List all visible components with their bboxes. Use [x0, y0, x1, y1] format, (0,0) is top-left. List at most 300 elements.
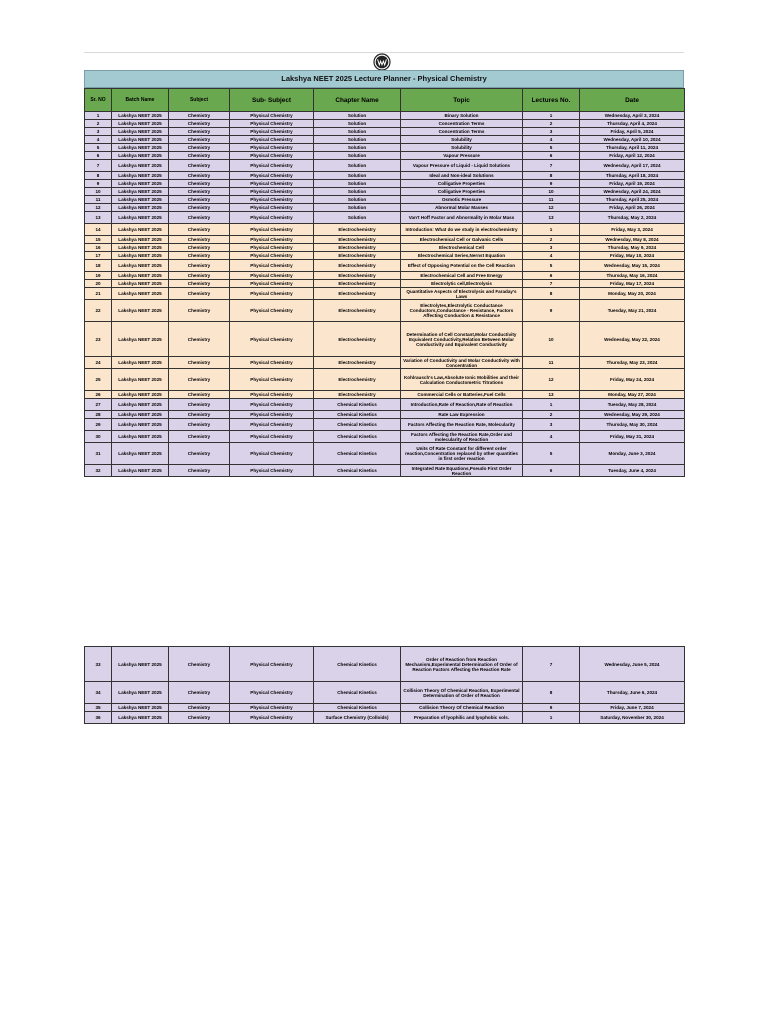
cell-date: Tuesday, June 4, 2024 [580, 465, 685, 477]
table-row [85, 244, 685, 252]
cell-topic: Integrated Rate Equations,Pseudo First Order Reaction [401, 465, 523, 477]
cell-sr-no: 16 [85, 244, 112, 252]
cell-date: Monday, May 20, 2024 [580, 288, 685, 300]
cell-lecture-no: 10 [523, 322, 580, 357]
cell-subject: Chemistry [169, 224, 230, 236]
cell-date: Friday, May 31, 2024 [580, 431, 685, 443]
cell-sr-no: 31 [85, 443, 112, 465]
cell-subject: Chemistry [169, 212, 230, 224]
cell-chapter-name: Chemical Kinetics [314, 682, 401, 704]
cell-sr-no: 36 [85, 712, 112, 724]
cell-date: Thursday, May 2, 2024 [580, 212, 685, 224]
cell-sub-subject: Physical Chemistry [230, 391, 314, 399]
cell-chapter-name: Solution [314, 204, 401, 212]
cell-date: Monday, June 3, 2024 [580, 443, 685, 465]
cell-subject: Chemistry [169, 188, 230, 196]
cell-topic: Concentration Terms [401, 120, 523, 128]
cell-topic: Van't Hoff Factor and Abnormality in Molar Mass [401, 212, 523, 224]
cell-subject: Chemistry [169, 144, 230, 152]
cell-date: Friday, April 5, 2024 [580, 128, 685, 136]
cell-sr-no: 21 [85, 288, 112, 300]
header-chapter-name: Chapter Name [314, 89, 401, 112]
cell-batch-name: Lakshya NEET 2025 [112, 357, 169, 369]
header-sub-subject: Sub- Subject [230, 89, 314, 112]
cell-topic: Commercial Cells or Batteries,Fuel Cells [401, 391, 523, 399]
cell-date: Wednesday, April 17, 2024 [580, 160, 685, 172]
cell-sub-subject: Physical Chemistry [230, 144, 314, 152]
table-row [85, 431, 685, 443]
cell-sr-no: 27 [85, 399, 112, 411]
header-lectures-no: Lectures No. [523, 89, 580, 112]
cell-topic: Variation of Conductivity and Molar Conductivity with Concentration [401, 357, 523, 369]
cell-topic: Electrochemical Cell or Galvanic Cells [401, 236, 523, 244]
cell-batch-name: Lakshya NEET 2025 [112, 128, 169, 136]
table-row [85, 252, 685, 260]
cell-subject: Chemistry [169, 369, 230, 391]
cell-lecture-no: 6 [523, 152, 580, 160]
cell-batch-name: Lakshya NEET 2025 [112, 647, 169, 682]
cell-lecture-no: 7 [523, 160, 580, 172]
cell-batch-name: Lakshya NEET 2025 [112, 260, 169, 272]
cell-sr-no: 24 [85, 357, 112, 369]
cell-sr-no: 4 [85, 136, 112, 144]
cell-chapter-name: Electrochemistry [314, 300, 401, 322]
cell-topic: Factors Affecting the Reaction Rate, Molecularity [401, 419, 523, 431]
cell-batch-name: Lakshya NEET 2025 [112, 212, 169, 224]
cell-chapter-name: Solution [314, 160, 401, 172]
cell-lecture-no: 5 [523, 144, 580, 152]
cell-chapter-name: Solution [314, 128, 401, 136]
cell-lecture-no: 7 [523, 647, 580, 682]
cell-sub-subject: Physical Chemistry [230, 300, 314, 322]
table-row [85, 704, 685, 712]
cell-sub-subject: Physical Chemistry [230, 188, 314, 196]
cell-topic: Kohlrausch's Law,Absolute Ionic Mobilities and their Calculation Conductometric Titrations [401, 369, 523, 391]
table-row [85, 300, 685, 322]
table-body [85, 112, 685, 477]
cell-lecture-no: 6 [523, 272, 580, 280]
cell-batch-name: Lakshya NEET 2025 [112, 411, 169, 419]
cell-chapter-name: Chemical Kinetics [314, 419, 401, 431]
cell-subject: Chemistry [169, 160, 230, 172]
cell-chapter-name: Solution [314, 144, 401, 152]
cell-topic: Quantitative Aspects of Electrolysis and Faraday's Laws [401, 288, 523, 300]
cell-sr-no: 10 [85, 188, 112, 196]
cell-lecture-no: 6 [523, 465, 580, 477]
cell-batch-name: Lakshya NEET 2025 [112, 136, 169, 144]
cell-batch-name: Lakshya NEET 2025 [112, 244, 169, 252]
cell-topic: Electrolytes,Electrolytic Conductance Conductors,Conductance - Resistance, Factors Affecting Conduction & Resistance [401, 300, 523, 322]
cell-date: Friday, May 17, 2024 [580, 280, 685, 288]
cell-chapter-name: Solution [314, 112, 401, 120]
cell-topic: Osmotic Pressure [401, 196, 523, 204]
cell-sub-subject: Physical Chemistry [230, 357, 314, 369]
cell-topic: Introduction,Rate of Reaction,Rate of Reaction [401, 399, 523, 411]
cell-chapter-name: Electrochemistry [314, 369, 401, 391]
cell-sub-subject: Physical Chemistry [230, 431, 314, 443]
cell-date: Monday, May 27, 2024 [580, 391, 685, 399]
cell-topic: Electrochemical Cell and Free Energy [401, 272, 523, 280]
cell-sr-no: 12 [85, 204, 112, 212]
cell-sub-subject: Physical Chemistry [230, 465, 314, 477]
cell-sr-no: 35 [85, 704, 112, 712]
cell-subject: Chemistry [169, 322, 230, 357]
table-row [85, 144, 685, 152]
cell-batch-name: Lakshya NEET 2025 [112, 288, 169, 300]
cell-batch-name: Lakshya NEET 2025 [112, 204, 169, 212]
cell-sub-subject: Physical Chemistry [230, 419, 314, 431]
cell-topic: Vapour Pressure of Liquid - Liquid Solutions [401, 160, 523, 172]
cell-subject: Chemistry [169, 236, 230, 244]
cell-sub-subject: Physical Chemistry [230, 322, 314, 357]
table-row [85, 152, 685, 160]
cell-date: Thursday, April 11, 2024 [580, 144, 685, 152]
cell-topic: Vapour Pressure [401, 152, 523, 160]
cell-date: Thursday, May 23, 2024 [580, 357, 685, 369]
table-row [85, 682, 685, 704]
cell-date: Friday, April 26, 2024 [580, 204, 685, 212]
table-row [85, 369, 685, 391]
cell-lecture-no: 5 [523, 260, 580, 272]
cell-lecture-no: 9 [523, 180, 580, 188]
cell-sr-no: 26 [85, 391, 112, 399]
cell-sr-no: 14 [85, 224, 112, 236]
cell-topic: Introduction: What do we study in electrochemistry [401, 224, 523, 236]
cell-chapter-name: Chemical Kinetics [314, 399, 401, 411]
cell-chapter-name: Electrochemistry [314, 280, 401, 288]
table-row [85, 196, 685, 204]
cell-batch-name: Lakshya NEET 2025 [112, 272, 169, 280]
cell-sub-subject: Physical Chemistry [230, 244, 314, 252]
cell-date: Thursday, April 25, 2024 [580, 196, 685, 204]
cell-sub-subject: Physical Chemistry [230, 236, 314, 244]
cell-batch-name: Lakshya NEET 2025 [112, 399, 169, 411]
cell-chapter-name: Solution [314, 120, 401, 128]
cell-subject: Chemistry [169, 172, 230, 180]
cell-batch-name: Lakshya NEET 2025 [112, 196, 169, 204]
cell-chapter-name: Electrochemistry [314, 252, 401, 260]
cell-topic: Solubility [401, 136, 523, 144]
cell-subject: Chemistry [169, 391, 230, 399]
cell-subject: Chemistry [169, 357, 230, 369]
cell-sub-subject: Physical Chemistry [230, 136, 314, 144]
cell-lecture-no: 8 [523, 288, 580, 300]
cell-subject: Chemistry [169, 682, 230, 704]
cell-subject: Chemistry [169, 180, 230, 188]
cell-chapter-name: Electrochemistry [314, 236, 401, 244]
cell-sub-subject: Physical Chemistry [230, 369, 314, 391]
cell-chapter-name: Solution [314, 152, 401, 160]
cell-sub-subject: Physical Chemistry [230, 260, 314, 272]
logo-bar [84, 52, 684, 71]
cell-sub-subject: Physical Chemistry [230, 180, 314, 188]
cell-chapter-name: Solution [314, 136, 401, 144]
cell-lecture-no: 11 [523, 357, 580, 369]
cell-date: Thursday, June 6, 2024 [580, 682, 685, 704]
cell-topic: Binary Solution [401, 112, 523, 120]
cell-sub-subject: Physical Chemistry [230, 411, 314, 419]
cell-sr-no: 34 [85, 682, 112, 704]
cell-sub-subject: Physical Chemistry [230, 224, 314, 236]
cell-lecture-no: 3 [523, 128, 580, 136]
cell-sub-subject: Physical Chemistry [230, 712, 314, 724]
cell-sub-subject: Physical Chemistry [230, 172, 314, 180]
cell-sub-subject: Physical Chemistry [230, 160, 314, 172]
cell-lecture-no: 10 [523, 188, 580, 196]
cell-subject: Chemistry [169, 411, 230, 419]
table-row [85, 120, 685, 128]
cell-chapter-name: Surface Chemistry (Colloids) [314, 712, 401, 724]
cell-date: Wednesday, April 10, 2024 [580, 136, 685, 144]
header-batch-name: Batch Name [112, 89, 169, 112]
lecture-table [84, 88, 685, 477]
cell-subject: Chemistry [169, 280, 230, 288]
cell-topic: Colligative Properties [401, 188, 523, 196]
cell-date: Friday, June 7, 2024 [580, 704, 685, 712]
cell-topic: Ideal and Non-ideal Solutions [401, 172, 523, 180]
cell-lecture-no: 7 [523, 280, 580, 288]
cell-lecture-no: 1 [523, 399, 580, 411]
cell-topic: Colligative Properties [401, 180, 523, 188]
cell-lecture-no: 4 [523, 431, 580, 443]
cell-subject: Chemistry [169, 136, 230, 144]
cell-chapter-name: Electrochemistry [314, 260, 401, 272]
cell-lecture-no: 13 [523, 391, 580, 399]
cell-chapter-name: Chemical Kinetics [314, 443, 401, 465]
cell-batch-name: Lakshya NEET 2025 [112, 682, 169, 704]
cell-sub-subject: Physical Chemistry [230, 196, 314, 204]
cell-sr-no: 20 [85, 280, 112, 288]
cell-date: Friday, May 24, 2024 [580, 369, 685, 391]
cell-sub-subject: Physical Chemistry [230, 112, 314, 120]
cell-chapter-name: Solution [314, 188, 401, 196]
cell-chapter-name: Chemical Kinetics [314, 704, 401, 712]
cell-sr-no: 22 [85, 300, 112, 322]
cell-chapter-name: Solution [314, 180, 401, 188]
cell-date: Wednesday, May 29, 2024 [580, 411, 685, 419]
cell-sub-subject: Physical Chemistry [230, 288, 314, 300]
cell-sr-no: 6 [85, 152, 112, 160]
cell-chapter-name: Solution [314, 212, 401, 224]
cell-lecture-no: 4 [523, 252, 580, 260]
cell-batch-name: Lakshya NEET 2025 [112, 252, 169, 260]
cell-chapter-name: Chemical Kinetics [314, 431, 401, 443]
cell-date: Thursday, May 9, 2024 [580, 244, 685, 252]
cell-batch-name: Lakshya NEET 2025 [112, 180, 169, 188]
cell-sub-subject: Physical Chemistry [230, 280, 314, 288]
cell-subject: Chemistry [169, 152, 230, 160]
cell-date: Wednesday, May 15, 2024 [580, 260, 685, 272]
cell-date: Tuesday, May 28, 2024 [580, 399, 685, 411]
cell-chapter-name: Solution [314, 172, 401, 180]
cell-date: Wednesday, April 3, 2024 [580, 112, 685, 120]
cell-subject: Chemistry [169, 300, 230, 322]
cell-topic: Electrochemical Series,Nernst Equation [401, 252, 523, 260]
cell-sub-subject: Physical Chemistry [230, 682, 314, 704]
cell-chapter-name: Chemical Kinetics [314, 411, 401, 419]
table-row [85, 465, 685, 477]
cell-chapter-name: Solution [314, 196, 401, 204]
table-row [85, 112, 685, 120]
cell-chapter-name: Electrochemistry [314, 391, 401, 399]
table-row [85, 128, 685, 136]
table-row [85, 712, 685, 724]
cell-batch-name: Lakshya NEET 2025 [112, 391, 169, 399]
cell-batch-name: Lakshya NEET 2025 [112, 144, 169, 152]
cell-sr-no: 13 [85, 212, 112, 224]
cell-batch-name: Lakshya NEET 2025 [112, 120, 169, 128]
cell-sr-no: 8 [85, 172, 112, 180]
cell-batch-name: Lakshya NEET 2025 [112, 224, 169, 236]
cell-sr-no: 9 [85, 180, 112, 188]
cell-subject: Chemistry [169, 443, 230, 465]
table-row [85, 272, 685, 280]
cell-batch-name: Lakshya NEET 2025 [112, 322, 169, 357]
cell-chapter-name: Chemical Kinetics [314, 465, 401, 477]
cell-subject: Chemistry [169, 260, 230, 272]
cell-subject: Chemistry [169, 704, 230, 712]
table-row [85, 288, 685, 300]
cell-topic: Collision Theory Of Chemical Reaction [401, 704, 523, 712]
cell-lecture-no: 9 [523, 300, 580, 322]
table-row [85, 204, 685, 212]
cell-topic: Order of Reaction from Reaction Mechanism,Experimental Determination of Order of Reaction Factors Affecting the Reaction Rate [401, 647, 523, 682]
cell-sr-no: 29 [85, 419, 112, 431]
header-topic: Topic [401, 89, 523, 112]
cell-batch-name: Lakshya NEET 2025 [112, 152, 169, 160]
cell-sub-subject: Physical Chemistry [230, 128, 314, 136]
cell-lecture-no: 8 [523, 682, 580, 704]
cell-sr-no: 1 [85, 112, 112, 120]
cell-batch-name: Lakshya NEET 2025 [112, 112, 169, 120]
lecture-table-continued [84, 646, 685, 724]
cell-topic: Electrochemical Cell [401, 244, 523, 252]
cell-date: Wednesday, May 22, 2024 [580, 322, 685, 357]
cell-date: Wednesday, May 8, 2024 [580, 236, 685, 244]
cell-sub-subject: Physical Chemistry [230, 120, 314, 128]
cell-date: Friday, May 3, 2024 [580, 224, 685, 236]
table-row [85, 188, 685, 196]
cell-topic: Abnormal Molar Masses [401, 204, 523, 212]
cell-subject: Chemistry [169, 431, 230, 443]
cell-lecture-no: 2 [523, 411, 580, 419]
cell-sr-no: 23 [85, 322, 112, 357]
cell-date: Saturday, November 30, 2024 [580, 712, 685, 724]
cell-date: Wednesday, June 5, 2024 [580, 647, 685, 682]
cell-topic: Electrolytic cell,Electrolysis [401, 280, 523, 288]
cell-lecture-no: 9 [523, 704, 580, 712]
table-row [85, 647, 685, 682]
cell-date: Thursday, May 16, 2024 [580, 272, 685, 280]
header-subject: Subject [169, 89, 230, 112]
cell-sr-no: 33 [85, 647, 112, 682]
cell-batch-name: Lakshya NEET 2025 [112, 443, 169, 465]
cell-subject: Chemistry [169, 252, 230, 260]
cell-subject: Chemistry [169, 712, 230, 724]
cell-chapter-name: Electrochemistry [314, 272, 401, 280]
cell-sub-subject: Physical Chemistry [230, 647, 314, 682]
cell-batch-name: Lakshya NEET 2025 [112, 160, 169, 172]
cell-batch-name: Lakshya NEET 2025 [112, 188, 169, 196]
cell-sr-no: 18 [85, 260, 112, 272]
table-row [85, 391, 685, 399]
cell-chapter-name: Chemical Kinetics [314, 647, 401, 682]
cell-topic: Factors Affecting the Reaction Rate,Order and molecularity of Reaction [401, 431, 523, 443]
cell-topic: Collision Theory Of Chemical Reaction, Experimental Determination of Order of Reaction [401, 682, 523, 704]
table-header-row [85, 89, 685, 112]
cell-topic: Concentration Terms [401, 128, 523, 136]
header-sr-no: Sr. NO [85, 89, 112, 112]
cell-lecture-no: 1 [523, 224, 580, 236]
cell-sr-no: 2 [85, 120, 112, 128]
cell-date: Thursday, April 18, 2024 [580, 172, 685, 180]
cell-lecture-no: 2 [523, 236, 580, 244]
cell-subject: Chemistry [169, 196, 230, 204]
table-row [85, 399, 685, 411]
cell-lecture-no: 4 [523, 136, 580, 144]
cell-chapter-name: Electrochemistry [314, 357, 401, 369]
cell-sub-subject: Physical Chemistry [230, 204, 314, 212]
header-date: Date [580, 89, 685, 112]
cell-date: Thursday, May 30, 2024 [580, 419, 685, 431]
cell-date: Friday, May 10, 2024 [580, 252, 685, 260]
table-row [85, 224, 685, 236]
cell-topic: Rate Law Expression [401, 411, 523, 419]
cell-batch-name: Lakshya NEET 2025 [112, 280, 169, 288]
cell-date: Friday, April 19, 2024 [580, 180, 685, 188]
cell-sr-no: 25 [85, 369, 112, 391]
page-title: Lakshya NEET 2025 Lecture Planner - Physical Chemistry [84, 70, 684, 88]
table-row [85, 136, 685, 144]
cell-chapter-name: Electrochemistry [314, 244, 401, 252]
cell-chapter-name: Electrochemistry [314, 288, 401, 300]
cell-subject: Chemistry [169, 112, 230, 120]
cell-topic: Units Of Rate Constant for different order reaction,Concentration replaced by other quantities in first order reaction [401, 443, 523, 465]
cell-subject: Chemistry [169, 272, 230, 280]
table-row [85, 212, 685, 224]
cell-sub-subject: Physical Chemistry [230, 443, 314, 465]
cell-sr-no: 15 [85, 236, 112, 244]
table-row [85, 322, 685, 357]
cell-subject: Chemistry [169, 465, 230, 477]
cell-batch-name: Lakshya NEET 2025 [112, 712, 169, 724]
cell-subject: Chemistry [169, 204, 230, 212]
table-row [85, 180, 685, 188]
cell-lecture-no: 1 [523, 112, 580, 120]
cell-lecture-no: 3 [523, 419, 580, 431]
cell-lecture-no: 13 [523, 212, 580, 224]
cell-lecture-no: 2 [523, 120, 580, 128]
cell-date: Tuesday, May 21, 2024 [580, 300, 685, 322]
table-row [85, 443, 685, 465]
table-row [85, 160, 685, 172]
cell-sub-subject: Physical Chemistry [230, 399, 314, 411]
cell-batch-name: Lakshya NEET 2025 [112, 300, 169, 322]
cell-sr-no: 32 [85, 465, 112, 477]
cell-topic: Effect of Opposing Potential on the Cell Reaction [401, 260, 523, 272]
cell-topic: Preparation of lyophilic and lyophobic sols. [401, 712, 523, 724]
cell-lecture-no: 3 [523, 244, 580, 252]
cell-batch-name: Lakshya NEET 2025 [112, 419, 169, 431]
cell-batch-name: Lakshya NEET 2025 [112, 172, 169, 180]
cell-sr-no: 5 [85, 144, 112, 152]
cell-sr-no: 3 [85, 128, 112, 136]
cell-sr-no: 17 [85, 252, 112, 260]
cell-date: Friday, April 12, 2024 [580, 152, 685, 160]
cell-subject: Chemistry [169, 288, 230, 300]
cell-lecture-no: 12 [523, 204, 580, 212]
cell-batch-name: Lakshya NEET 2025 [112, 465, 169, 477]
